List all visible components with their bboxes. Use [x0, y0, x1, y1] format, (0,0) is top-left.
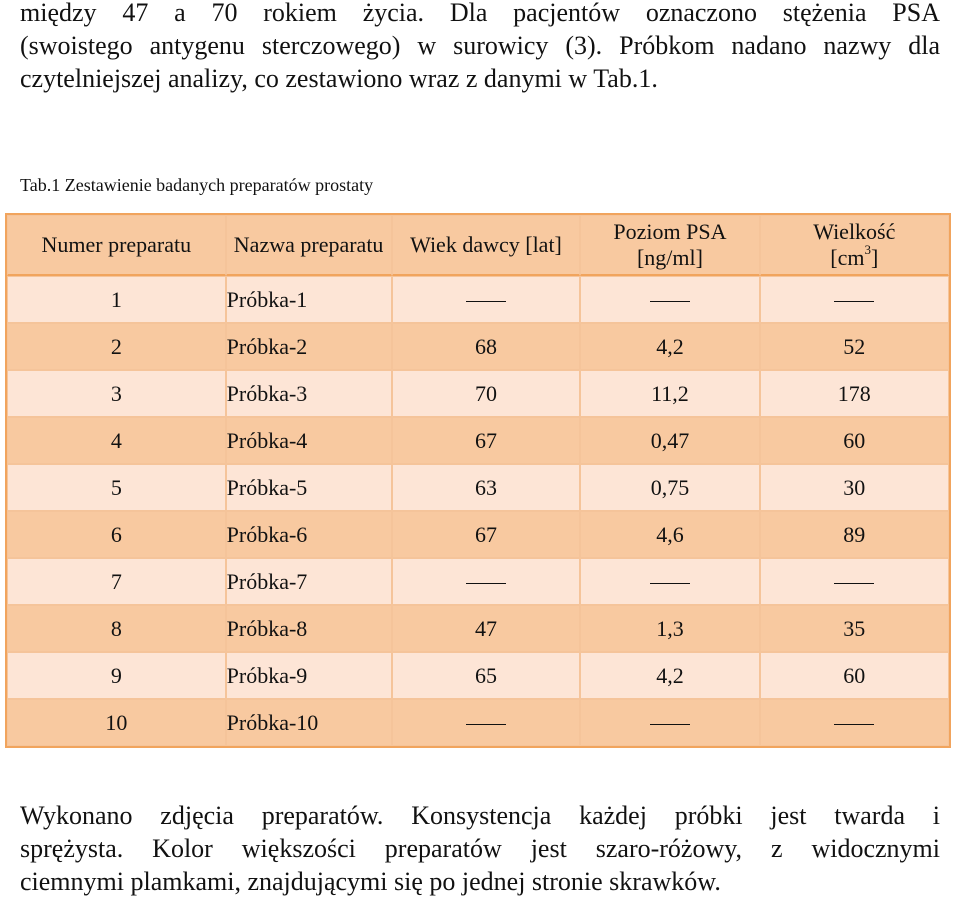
cell-size: 178 [760, 370, 949, 417]
header-number: Numer preparatu [7, 215, 226, 276]
empty-value-dash [466, 301, 506, 302]
empty-value-dash [650, 583, 690, 584]
table-row [7, 558, 949, 605]
cell-age: 65 [392, 652, 581, 699]
cell-age: 67 [392, 417, 581, 464]
table-row [7, 652, 949, 699]
cell-number: 9 [7, 652, 226, 699]
samples-table [5, 213, 951, 748]
cell-age: 67 [392, 511, 581, 558]
intro-paragraph [20, 0, 940, 95]
header-psa [580, 215, 759, 276]
cell-psa [580, 699, 759, 746]
cell-number: 5 [7, 464, 226, 511]
cell-size: 52 [760, 323, 949, 370]
header-psa-unit: [ng/ml] [636, 245, 703, 270]
table-row [7, 605, 949, 652]
cell-number: 2 [7, 323, 226, 370]
cell-name: Próbka-8 [226, 605, 392, 652]
cell-size [760, 699, 949, 746]
table-caption: Tab.1 Zestawienie badanych preparatów prostaty [20, 175, 374, 195]
cell-number: 1 [7, 276, 226, 323]
table-row [7, 417, 949, 464]
header-age: Wiek dawcy [lat] [392, 215, 581, 276]
table-row [7, 699, 949, 746]
cell-psa: 4,2 [580, 652, 759, 699]
cell-psa [580, 276, 759, 323]
empty-value-dash [650, 724, 690, 725]
cell-size: 60 [760, 417, 949, 464]
cell-number: 10 [7, 699, 226, 746]
cell-name: Próbka-2 [226, 323, 392, 370]
cell-psa: 4,6 [580, 511, 759, 558]
cell-name: Próbka-7 [226, 558, 392, 605]
table-row [7, 276, 949, 323]
cell-name: Próbka-9 [226, 652, 392, 699]
cell-number: 3 [7, 370, 226, 417]
cell-age [392, 699, 581, 746]
cell-name: Próbka-3 [226, 370, 392, 417]
outro-paragraph [20, 799, 940, 898]
cell-size: 60 [760, 652, 949, 699]
cell-psa: 1,3 [580, 605, 759, 652]
cell-number: 8 [7, 605, 226, 652]
cell-age [392, 558, 581, 605]
empty-value-dash [834, 724, 874, 725]
cell-number: 4 [7, 417, 226, 464]
outro-line: sprężysta. Kolor większości preparatów jest szaro-różowy, z widocznymi [20, 834, 940, 863]
intro-line: między 47 a 70 rokiem życia. Dla pacjentów oznaczono stężenia PSA [20, 0, 940, 27]
header-size-unit: $[cm^3]$ [830, 241, 879, 270]
empty-value-dash [466, 583, 506, 584]
empty-value-dash [650, 301, 690, 302]
table-header-row [7, 215, 949, 276]
intro-line: czytelniejszej analizy, co zestawiono wraz z danymi w Tab.1. [20, 64, 658, 93]
table-row [7, 511, 949, 558]
cell-age: 47 [392, 605, 581, 652]
cell-age: 70 [392, 370, 581, 417]
cell-name: Próbka-5 [226, 464, 392, 511]
table-row [7, 464, 949, 511]
table-row [7, 370, 949, 417]
outro-line: Wykonano zdjęcia preparatów. Konsystencja każdej próbki jest twarda i [20, 801, 940, 830]
cell-psa [580, 558, 759, 605]
cell-number: 6 [7, 511, 226, 558]
outro-line: ciemnymi plamkami, znajdującymi się po jednej stronie skrawków. [20, 867, 721, 896]
cell-size [760, 276, 949, 323]
cell-name: Próbka-6 [226, 511, 392, 558]
cell-number: 7 [7, 558, 226, 605]
table-row [7, 323, 949, 370]
cell-age [392, 276, 581, 323]
cell-psa: 4,2 [580, 323, 759, 370]
cell-age: 63 [392, 464, 581, 511]
cell-name: Próbka-10 [226, 699, 392, 746]
cell-name: Próbka-1 [226, 276, 392, 323]
cell-psa: 11,2 [580, 370, 759, 417]
header-size-label: Wielkość [813, 219, 896, 244]
cell-age: 68 [392, 323, 581, 370]
cell-psa: 0,47 [580, 417, 759, 464]
header-name: Nazwa preparatu [226, 215, 392, 276]
cell-psa: 0,75 [580, 464, 759, 511]
empty-value-dash [466, 724, 506, 725]
cell-name: Próbka-4 [226, 417, 392, 464]
empty-value-dash [834, 301, 874, 302]
header-size [760, 215, 949, 276]
cell-size: 89 [760, 511, 949, 558]
header-psa-label: Poziom PSA [613, 219, 727, 244]
empty-value-dash [834, 583, 874, 584]
cell-size: 35 [760, 605, 949, 652]
cell-size [760, 558, 949, 605]
cell-size: 30 [760, 464, 949, 511]
intro-line: (swoistego antygenu sterczowego) w surowicy (3). Próbkom nadano nazwy dla [20, 31, 940, 60]
